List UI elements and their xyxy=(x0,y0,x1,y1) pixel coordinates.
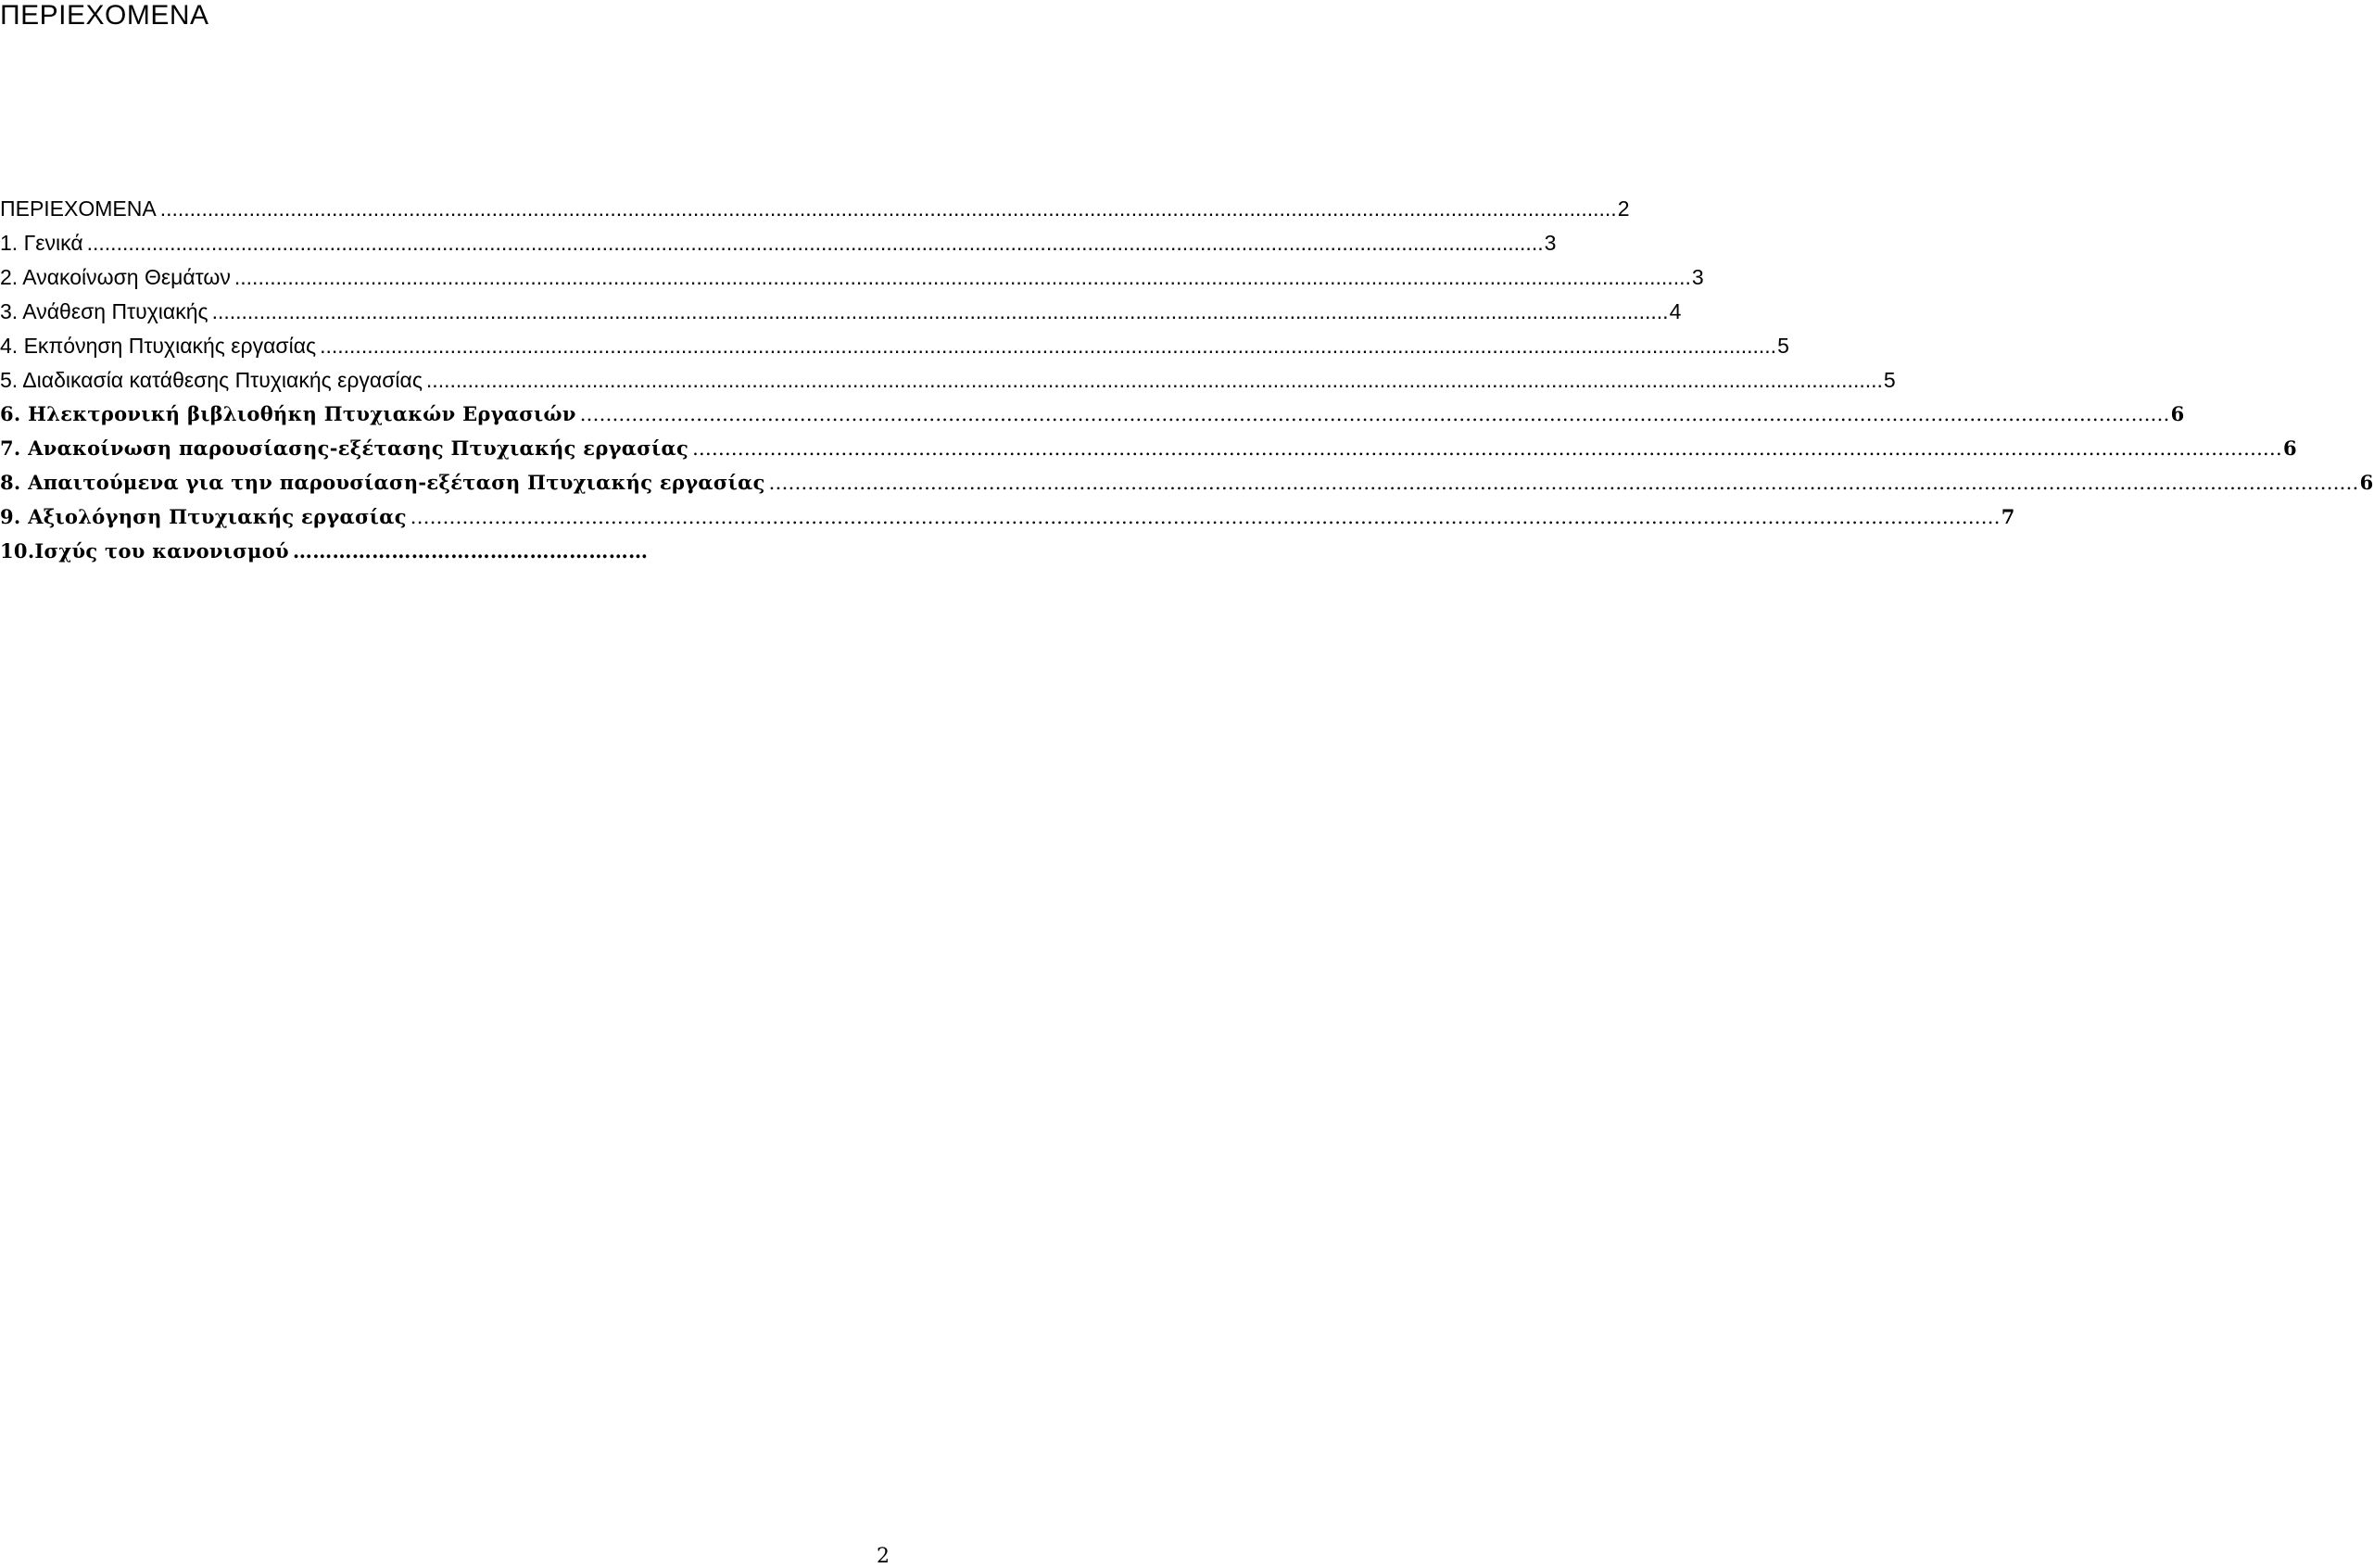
toc-entry-presentation-announcement[interactable] xyxy=(0,436,2297,471)
toc-entry-title: 9. Αξιολόγηση Πτυχιακής εργασίας xyxy=(0,505,407,528)
toc-leader-dots: ...................................................................................................................................................................................................................................................... xyxy=(410,506,2001,528)
toc-entry-electronic-library[interactable] xyxy=(0,402,2185,436)
toc-entry-title: 10.Ισχύς του κανονισμού xyxy=(0,539,289,563)
toc-entry-thesis-assignment[interactable] xyxy=(0,299,1682,334)
toc-leader-ellipsis: ……………………………………………… xyxy=(292,539,649,563)
toc-leader-dots: ...................................................................................................................................................................................................................................................... xyxy=(579,403,2170,425)
toc-entry-thesis-evaluation[interactable] xyxy=(0,505,2015,539)
toc-entry-title: 1. Γενικά xyxy=(0,231,83,255)
toc-entry-contents[interactable] xyxy=(0,196,1630,231)
toc-entry-presentation-requirements[interactable] xyxy=(0,471,2374,505)
toc-leader-dots: ...................................................................................................................................................................................................................................................... xyxy=(86,231,1544,255)
page-title: ΠΕΡΙΕΧΟΜΕΝΑ xyxy=(0,0,209,31)
toc-entry-title: 8. Απαιτούμενα για την παρουσίαση-εξέταση Πτυχιακής εργασίας xyxy=(0,471,765,494)
toc-entry-page: 6 xyxy=(2170,402,2185,425)
toc-entry-page: 3 xyxy=(1691,265,1704,289)
toc-entry-title: 7. Ανακοίνωση παρουσίασης-εξέτασης Πτυχιακής εργασίας xyxy=(0,436,689,460)
toc-entry-thesis-preparation[interactable] xyxy=(0,334,1789,368)
table-of-contents xyxy=(0,196,2374,574)
toc-leader-dots: ...................................................................................................................................................................................................................................................... xyxy=(425,368,1883,392)
toc-leader-dots: ...................................................................................................................................................................................................................................................... xyxy=(320,334,1777,358)
toc-entry-regulation-validity[interactable] xyxy=(0,539,888,574)
toc-leader-dots: ...................................................................................................................................................................................................................................................... xyxy=(211,299,1669,323)
toc-entry-general[interactable] xyxy=(0,231,1557,265)
toc-entry-title: 5. Διαδικασία κατάθεσης Πτυχιακής εργασίας xyxy=(0,368,423,392)
toc-entry-submission-procedure[interactable] xyxy=(0,368,1896,402)
toc-entry-title: ΠΕΡΙΕΧΟΜΕΝΑ xyxy=(0,196,157,221)
toc-entry-page: 2 xyxy=(1617,196,1630,221)
toc-entry-page: 5 xyxy=(1883,368,1896,392)
toc-leader-dots: ...................................................................................................................................................................................................................................................... xyxy=(234,265,1691,289)
page-number: 2 xyxy=(877,1545,890,1568)
toc-entry-page: 6 xyxy=(2282,436,2297,460)
toc-leader-dots: ...................................................................................................................................................................................................................................................... xyxy=(692,437,2282,460)
toc-entry-title: 4. Εκπόνηση Πτυχιακής εργασίας xyxy=(0,334,317,358)
toc-entry-title: 2. Ανακοίνωση Θεμάτων xyxy=(0,265,231,289)
toc-entry-title: 6. Ηλεκτρονική βιβλιοθήκη Πτυχιακών Εργασιών xyxy=(0,402,576,425)
toc-leader-dots: ...................................................................................................................................................................................................................................................... xyxy=(159,196,1617,221)
toc-entry-page: 3 xyxy=(1544,231,1557,255)
toc-entry-topics-announcement[interactable] xyxy=(0,265,1704,299)
toc-leader-dots: ...................................................................................................................................................................................................................................................... xyxy=(768,472,2359,494)
toc-entry-page: 4 xyxy=(1669,299,1682,323)
toc-entry-title: 3. Ανάθεση Πτυχιακής xyxy=(0,299,208,323)
toc-entry-page: 6 xyxy=(2359,471,2374,494)
toc-entry-page: 7 xyxy=(2001,505,2015,528)
toc-entry-page: 5 xyxy=(1777,334,1789,358)
